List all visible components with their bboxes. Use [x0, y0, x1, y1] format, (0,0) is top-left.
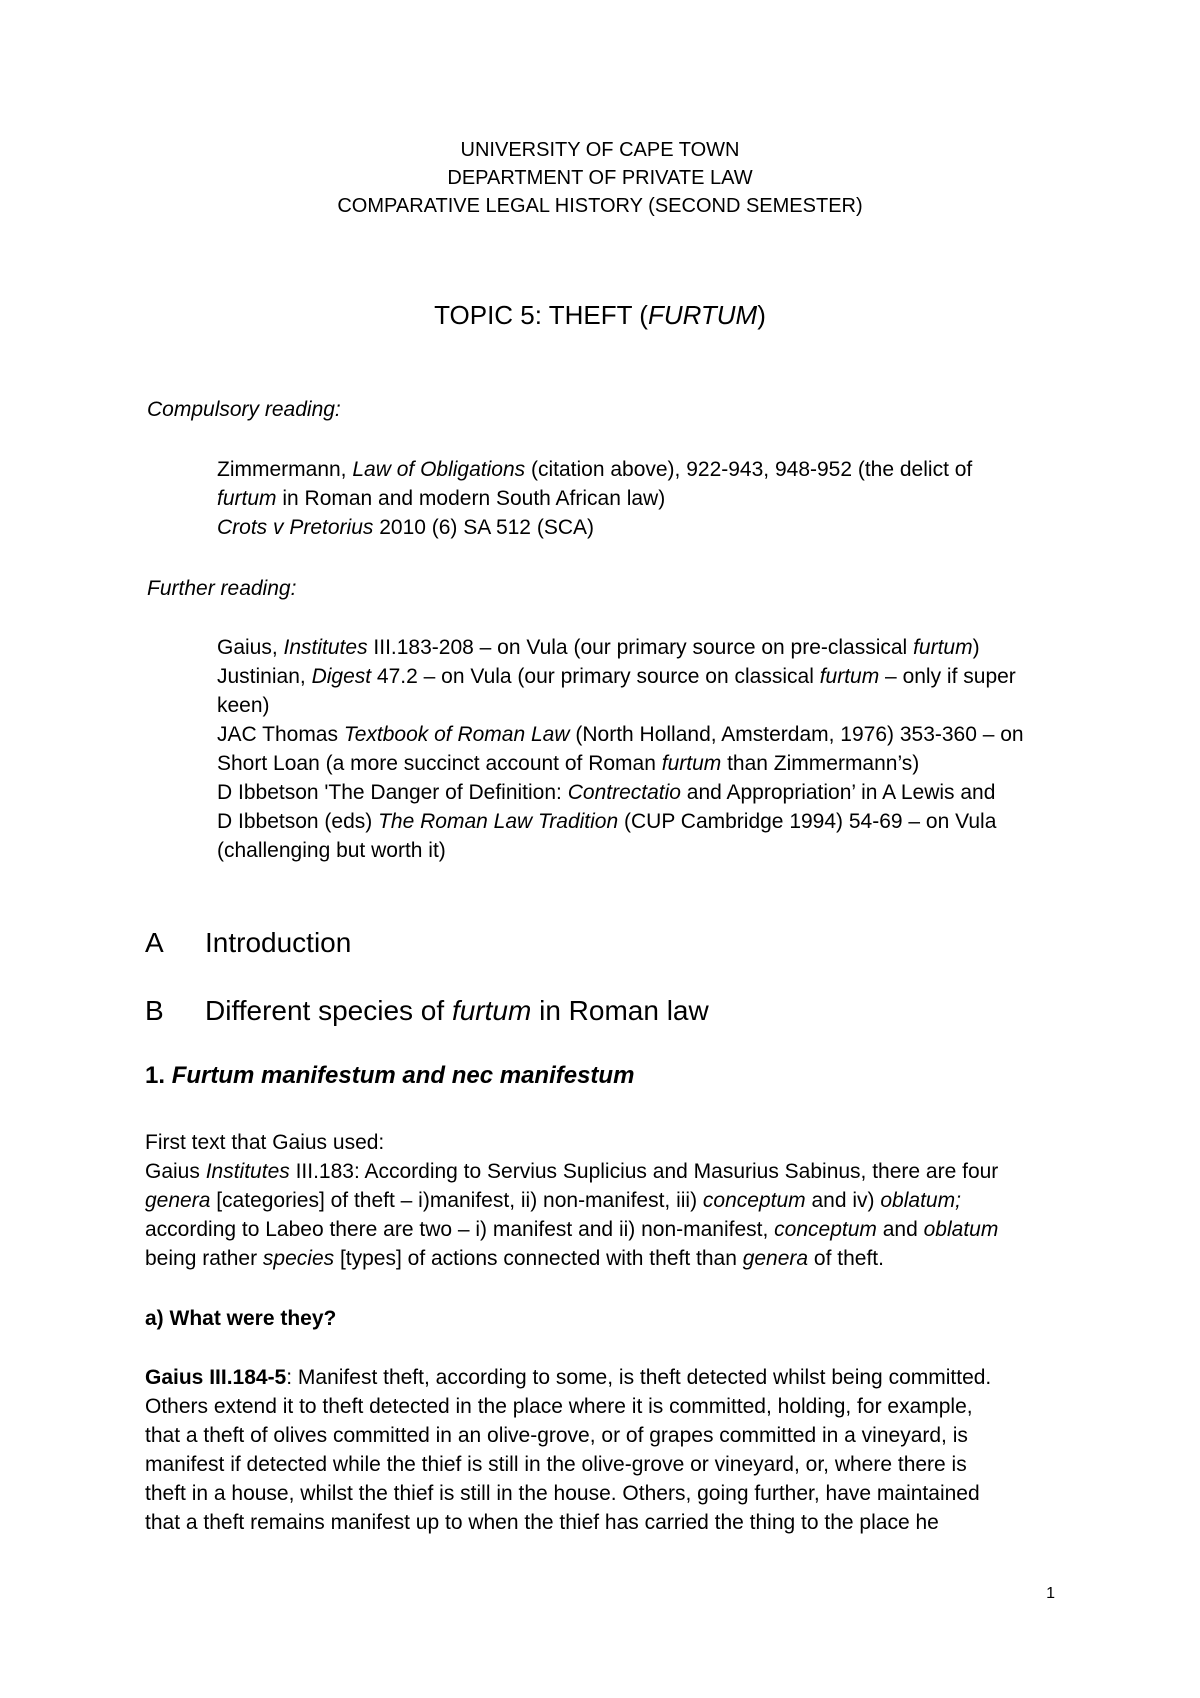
further-item-2-cont: keen)	[217, 694, 270, 717]
first-text-line-2: genera [categories] of theft – i)manifest, ii) non-manifest, iii) conceptum and iv) oblatum;	[145, 1189, 961, 1212]
first-text-line-3: according to Labeo there are two – i) manifest and ii) non-manifest, conceptum and oblatum	[145, 1218, 999, 1241]
subsection-a-heading: a) What were they?	[145, 1307, 337, 1330]
further-item-4: D Ibbetson 'The Danger of Definition: Contrectatio and Appropriation’ in A Lewis and	[217, 781, 996, 804]
gaius-184-line-5: theft in a house, whilst the thief is still in the house. Others, going further, have maintained	[145, 1482, 980, 1505]
gaius-184-line-1: Gaius III.184-5: Manifest theft, according to some, is theft detected whilst being committed.	[145, 1366, 992, 1389]
further-item-1: Gaius, Institutes III.183-208 – on Vula (our primary source on pre-classical furtum)	[217, 636, 980, 659]
further-item-4-cont: D Ibbetson (eds) The Roman Law Tradition (CUP Cambridge 1994) 54-69 – on Vula	[217, 810, 997, 833]
gaius-184-line-2: Others extend it to theft detected in the place where it is committed, holding, for example,	[145, 1395, 973, 1418]
gaius-184-line-3: that a theft of olives committed in an olive-grove, or of grapes committed in a vineyard, is	[145, 1424, 968, 1447]
header-university: UNIVERSITY OF CAPE TOWN	[460, 139, 740, 161]
page-number: 1	[1046, 1585, 1055, 1602]
topic-title: TOPIC 5: THEFT (FURTUM)	[434, 300, 766, 330]
header-department: DEPARTMENT OF PRIVATE LAW	[447, 167, 753, 189]
further-item-3: JAC Thomas Textbook of Roman Law (North Holland, Amsterdam, 1976) 353-360 – on	[217, 723, 1024, 746]
section-b-heading: B Different species of furtum in Roman law	[145, 995, 709, 1026]
header-course: COMPARATIVE LEGAL HISTORY (SECOND SEMESTER)	[337, 195, 863, 217]
first-text-line-4: being rather species [types] of actions connected with theft than genera of theft.	[145, 1247, 884, 1270]
compulsory-item-2: Crots v Pretorius 2010 (6) SA 512 (SCA)	[217, 516, 594, 539]
section-a-heading: A Introduction	[145, 927, 352, 958]
further-reading-heading: Further reading:	[147, 577, 297, 600]
further-item-2: Justinian, Digest 47.2 – on Vula (our primary source on classical furtum – only if super	[217, 665, 1016, 688]
first-text-intro: First text that Gaius used:	[145, 1131, 385, 1154]
subsection-1-heading: 1. Furtum manifestum and nec manifestum	[145, 1062, 635, 1089]
first-text-line-1: Gaius Institutes III.183: According to Servius Suplicius and Masurius Sabinus, there are four	[145, 1160, 999, 1183]
further-item-4-end: (challenging but worth it)	[217, 839, 446, 862]
compulsory-reading-heading: Compulsory reading:	[147, 398, 341, 421]
further-item-3-cont: Short Loan (a more succinct account of Roman furtum than Zimmermann’s)	[217, 752, 920, 775]
compulsory-item-1: Zimmermann, Law of Obligations (citation above), 922-943, 948-952 (the delict of	[217, 458, 973, 481]
compulsory-item-1-cont: furtum in Roman and modern South African law)	[217, 487, 666, 510]
gaius-184-line-4: manifest if detected while the thief is still in the olive-grove or vineyard, or, where there is	[145, 1453, 967, 1476]
gaius-184-line-6: that a theft remains manifest up to when the thief has carried the thing to the place he	[145, 1511, 939, 1534]
